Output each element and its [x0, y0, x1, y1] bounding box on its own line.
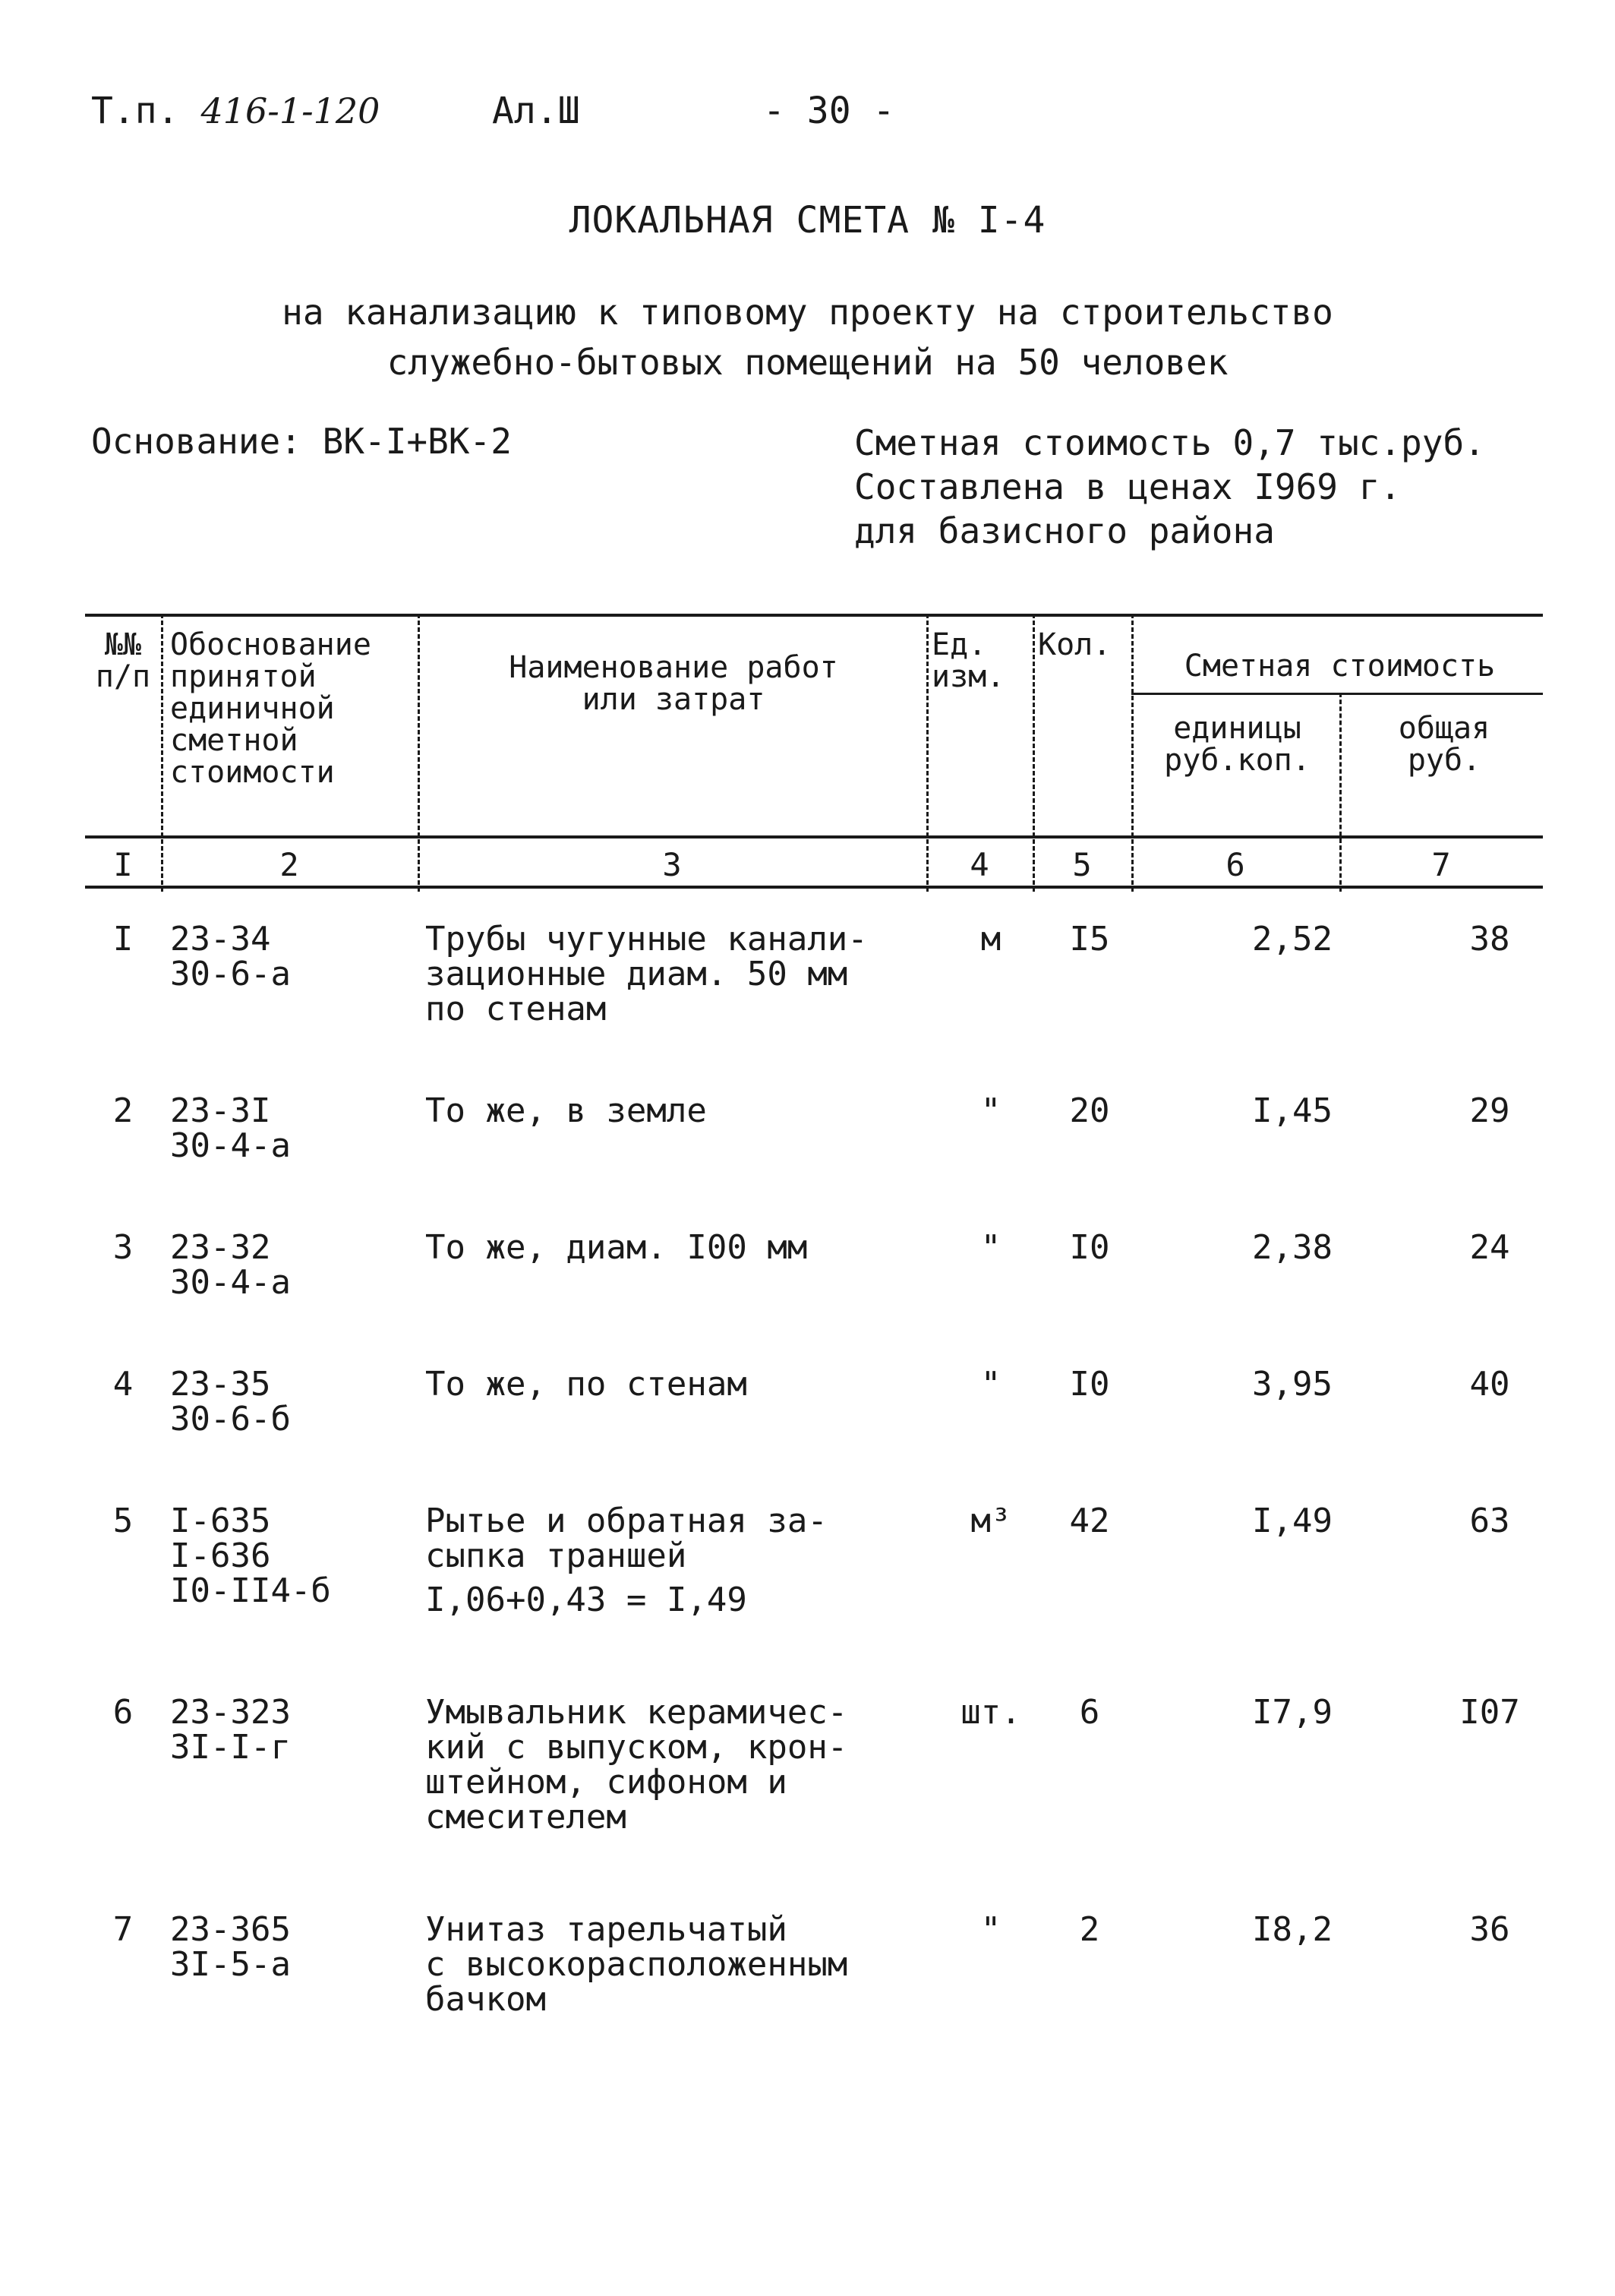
page-number: - 30 -: [763, 90, 895, 132]
header-text: или затрат: [582, 682, 765, 717]
name-line: кий с выпуском, крон-: [425, 1728, 848, 1767]
header-text: общая: [1398, 711, 1490, 746]
row-name: [425, 922, 1002, 1027]
group-header-rule: [1131, 693, 1543, 695]
header-text: руб.: [1407, 743, 1481, 778]
row-number: 3: [112, 1228, 134, 1267]
name-line: То же, в земле: [425, 1091, 707, 1130]
basis-line: 23-323: [170, 1693, 291, 1732]
basis-line: 3I-I-г: [170, 1728, 291, 1767]
basis-line: I-636: [170, 1536, 271, 1575]
column-number: 6: [1225, 846, 1245, 883]
basis-line: I-635: [170, 1502, 271, 1540]
row-unit: ": [980, 1091, 1001, 1130]
header-bottom-rule: [85, 835, 1543, 838]
header-text: стоимости: [170, 755, 335, 790]
basis-text: Основание: ВК-I+ВК-2: [91, 421, 512, 462]
row-number: 2: [112, 1091, 134, 1130]
row-unit: ": [980, 1228, 1001, 1267]
name-line: Рытье и обратная за-: [425, 1502, 828, 1540]
row-unit: м³: [970, 1502, 1011, 1540]
row-total: 38: [1469, 920, 1510, 959]
basis-line: 23-32: [170, 1228, 271, 1267]
row-basis: [170, 1091, 398, 1165]
header-text: №№: [104, 627, 142, 662]
row-quantity: 2: [1079, 1910, 1100, 1949]
row-name: [425, 1504, 1002, 1618]
header-text: изм.: [932, 659, 1005, 694]
cost-line: Составлена в ценах I969 г.: [854, 466, 1402, 507]
row-total: 40: [1469, 1365, 1510, 1404]
header-text: Наименование работ: [509, 650, 838, 685]
cost-line: для базисного района: [854, 510, 1275, 551]
row-quantity: 20: [1069, 1091, 1110, 1130]
row-basis: [170, 1367, 398, 1437]
row-unit: ": [980, 1910, 1001, 1949]
row-total: I07: [1459, 1693, 1520, 1732]
row-unit: шт.: [960, 1693, 1021, 1732]
row-total: 24: [1469, 1228, 1510, 1267]
row-name: [425, 1230, 1002, 1265]
header-text: сметной: [170, 723, 298, 758]
column-number: 2: [279, 846, 299, 883]
cost-info: [854, 421, 1485, 553]
row-unit-cost: 3,95: [1252, 1365, 1333, 1404]
row-number: 5: [112, 1502, 134, 1540]
column-number: 4: [970, 846, 989, 883]
header-basis: [170, 629, 421, 788]
name-line: Унитаз тарельчатый: [425, 1910, 787, 1949]
row-name: [425, 1695, 1002, 1835]
name-line: смесителем: [425, 1798, 626, 1836]
name-line: сыпка траншей: [425, 1536, 687, 1575]
subtitle-line: служебно-бытовых помещений на 50 человек: [386, 342, 1229, 383]
header-work-name: [427, 652, 920, 715]
row-basis: [170, 922, 398, 992]
name-line: Трубы чугунные канали-: [425, 920, 868, 959]
row-number: 6: [112, 1693, 134, 1732]
column-number: 3: [662, 846, 682, 883]
row-unit-cost: I,45: [1252, 1091, 1333, 1130]
basis-line: 23-365: [170, 1910, 291, 1949]
column-number: I: [113, 846, 133, 883]
album-number: Ал.Ш: [492, 90, 580, 132]
basis-line: 23-34: [170, 920, 271, 959]
row-quantity: I0: [1069, 1228, 1110, 1267]
basis-line: 30-4-а: [170, 1263, 291, 1302]
numbers-bottom-rule: [85, 886, 1543, 889]
estimate-table-header: [85, 614, 1543, 892]
header-quantity: [1038, 629, 1133, 661]
project-code-handwritten: 416-1-120: [200, 90, 380, 131]
row-unit-cost: I7,9: [1252, 1693, 1333, 1732]
name-line: То же, по стенам: [425, 1365, 747, 1404]
header-text: Кол.: [1038, 627, 1112, 662]
header-text: Ед.: [932, 627, 987, 662]
row-unit-cost: I,49: [1252, 1502, 1333, 1540]
header-text: принятой: [170, 659, 317, 694]
basis-line: 30-4-а: [170, 1126, 291, 1165]
row-number: 7: [112, 1910, 134, 1949]
project-code: [91, 90, 380, 132]
header-text: единичной: [170, 691, 335, 726]
row-basis: [170, 1912, 398, 1982]
table-top-rule: [85, 614, 1543, 617]
row-unit-cost: 2,52: [1252, 920, 1333, 959]
header-text: единицы: [1173, 711, 1301, 746]
header-unit-cost: [1137, 712, 1338, 776]
name-line: зационные диам. 50 мм: [425, 955, 848, 993]
name-line: штейном, сифоном и: [425, 1763, 787, 1802]
basis-line: I0-II4-б: [170, 1571, 331, 1610]
name-line: То же, диам. I00 мм: [425, 1228, 808, 1267]
row-total: 36: [1469, 1910, 1510, 1949]
header-text: п/п: [95, 659, 151, 694]
basis-line: 23-3I: [170, 1091, 271, 1130]
row-unit: м: [980, 920, 1001, 959]
document-subtitle: [0, 287, 1615, 387]
row-unit-cost: I8,2: [1252, 1910, 1333, 1949]
basis-line: 30-6-б: [170, 1400, 291, 1439]
project-code-prefix: Т.п.: [91, 90, 179, 132]
basis-line: 23-35: [170, 1365, 271, 1404]
column-number: 7: [1431, 846, 1451, 883]
name-line: Умывальник керамичес-: [425, 1693, 848, 1732]
column-number: 5: [1072, 846, 1092, 883]
header-number: [85, 629, 161, 693]
row-quantity: I5: [1069, 920, 1110, 959]
header-text: руб.коп.: [1164, 743, 1311, 778]
row-total: 63: [1469, 1502, 1510, 1540]
row-basis: [170, 1230, 398, 1300]
row-quantity: 6: [1079, 1693, 1100, 1732]
row-name: [425, 1912, 1002, 2017]
row-basis: [170, 1504, 398, 1609]
row-unit: ": [980, 1365, 1001, 1404]
name-line: бачком: [425, 1980, 546, 2019]
row-number: I: [112, 920, 134, 959]
row-number: 4: [112, 1365, 134, 1404]
row-name: [425, 1091, 1002, 1130]
cost-line: Сметная стоимость 0,7 тыс.руб.: [854, 422, 1485, 463]
basis-line: 30-6-а: [170, 955, 291, 993]
document-title: ЛОКАЛЬНАЯ СМЕТА № I-4: [569, 199, 1046, 242]
row-formula: I,06+0,43 = I,49: [425, 1581, 747, 1619]
row-quantity: 42: [1069, 1502, 1110, 1540]
header-text: Обоснование: [170, 627, 371, 662]
subtitle-line: на канализацию к типовому проекту на строительство: [282, 292, 1333, 333]
row-unit-cost: 2,38: [1252, 1228, 1333, 1267]
row-quantity: I0: [1069, 1365, 1110, 1404]
name-line: с высокорасположенным: [425, 1945, 848, 1984]
row-name: [425, 1367, 1002, 1402]
row-total: 29: [1469, 1091, 1510, 1130]
name-line: по стенам: [425, 990, 607, 1028]
header-cost-group: Сметная стоимость: [1184, 649, 1496, 684]
basis-line: 3I-5-а: [170, 1945, 291, 1984]
header-total-cost: [1345, 712, 1543, 776]
header-unit: [932, 629, 1030, 693]
row-basis: [170, 1695, 398, 1765]
